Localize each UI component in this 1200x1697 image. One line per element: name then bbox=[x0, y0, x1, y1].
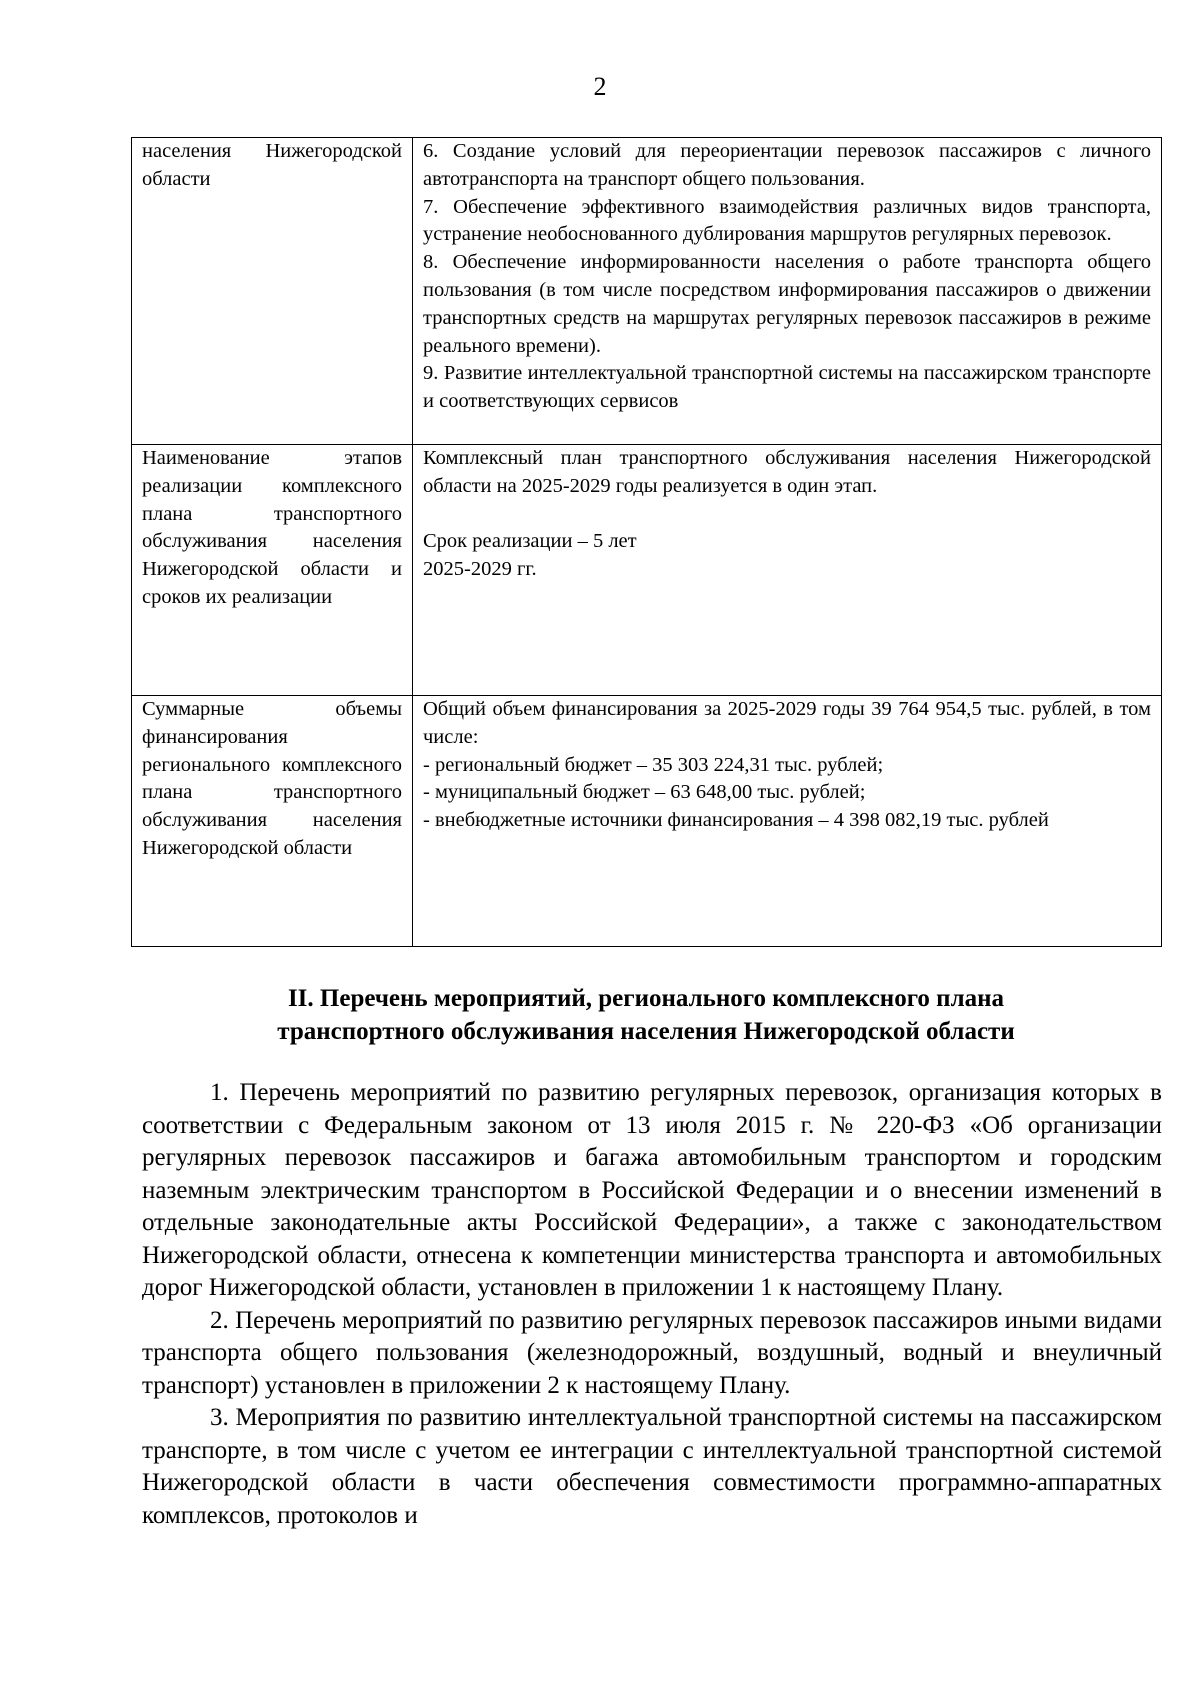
list-item: 6. Создание условий для переориентации перевозок пассажиров с личного автотранспорта на транспорт общего пользования. bbox=[423, 140, 1151, 190]
paragraph: 1. Перечень мероприятий по развитию регулярных перевозок, организация которых в соответствии с Федеральным законом от 13 июля 2015 г. № 220-ФЗ «Об организации регулярных перевозок пассажиров и багажа автомобильным транспортом и городским наземным электрическим транспортом в Российской Федерации и о внесении изменений в отдельные законодательные акты Российской Федерации», а также с законодательством Нижегородской области, отнесена к компетенции министерства транспорта и автомобильных дорог Нижегородской области, установлен в приложении 1 к настоящему Плану. bbox=[142, 1079, 1162, 1301]
list-item: - муниципальный бюджет – 63 648,00 тыс. рублей; bbox=[423, 781, 866, 804]
table-cell-label: населения Нижегородской области bbox=[132, 138, 413, 445]
list-item: Комплексный план транспортного обслуживания населения Нижегородской области на 2025-2029 годы реализуется в один этап. bbox=[423, 447, 1151, 497]
table-row bbox=[132, 138, 1162, 445]
page-number: 2 bbox=[593, 72, 607, 101]
paragraph: 2. Перечень мероприятий по развитию регулярных перевозок пассажиров иными видами транспорта общего пользования (железнодорожный, воздушный, водный и внеуличный транспорт) установлен в приложении 2 к настоящему Плану. bbox=[142, 1306, 1162, 1399]
table-cell-value bbox=[413, 696, 1162, 947]
list-item: - региональный бюджет – 35 303 224,31 тыс. рублей; bbox=[423, 753, 884, 776]
blank-line bbox=[423, 501, 1151, 529]
table-row bbox=[132, 696, 1162, 947]
list-item: 2025-2029 гг. bbox=[423, 558, 537, 581]
section-heading-line: транспортного обслуживания населения Нижегородской области bbox=[277, 1018, 1015, 1045]
table-cell-value bbox=[413, 445, 1162, 696]
paragraph: 3. Мероприятия по развитию интеллектуальной транспортной системы на пассажирском транспорте, в том числе с учетом ее интеграции с интеллектуальной транспортной системой Нижегородской области в части обеспечения совместимости программно-аппаратных комплексов, протоколов и bbox=[142, 1404, 1162, 1529]
list-item: - внебюджетные источники финансирования – 4 398 082,19 тыс. рублей bbox=[423, 809, 1049, 832]
table-cell-value bbox=[413, 138, 1162, 445]
list-item: Общий объем финансирования за 2025-2029 годы 39 764 954,5 тыс. рублей, в том числе: bbox=[423, 698, 1151, 748]
table-cell-label: Суммарные объемы финансирования регионального комплексного плана транспортного обслуживания населения Нижегородской области bbox=[132, 696, 413, 947]
plan-passport-table bbox=[131, 137, 1162, 947]
list-item: 8. Обеспечение информированности населения о работе транспорта общего пользования (в том числе посредством информирования пассажиров о движении транспортных средств на маршрутах регулярных перевозок пассажиров в режиме реального времени). bbox=[423, 251, 1151, 357]
body-text bbox=[142, 1077, 1162, 1532]
list-item: Срок реализации – 5 лет bbox=[423, 530, 637, 553]
section-heading-line: II. Перечень мероприятий, регионального комплексного плана bbox=[287, 985, 1005, 1012]
list-item: 7. Обеспечение эффективного взаимодействия различных видов транспорта, устранение необоснованного дублирования маршрутов регулярных перевозок. bbox=[423, 195, 1151, 246]
table-cell-label: Наименование этапов реализации комплексного плана транспортного обслуживания населения Нижегородской области и сроков их реализации bbox=[132, 445, 413, 696]
list-item: 9. Развитие интеллектуальной транспортной системы на пассажирском транспорте и соответствующих сервисов bbox=[423, 362, 1151, 413]
section-heading bbox=[131, 982, 1161, 1048]
table-row bbox=[132, 445, 1162, 696]
